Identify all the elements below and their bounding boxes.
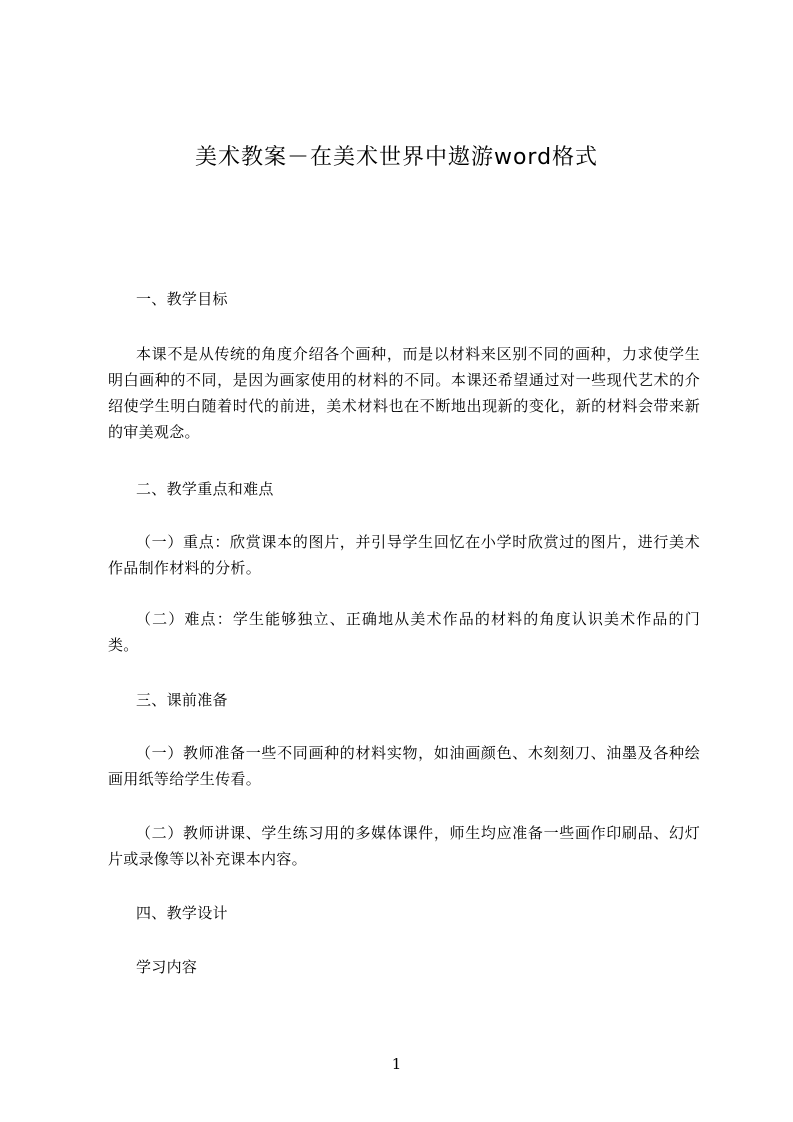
paragraph-keypoint-focus: （一）重点：欣赏课本的图片，并引导学生回忆在小学时欣赏过的图片，进行美术作品制作材料的分析。 (108, 533, 700, 577)
section-heading-design: 四、教学设计 (136, 904, 228, 922)
paragraph-preparation-2: （二）教师讲课、学生练习用的多媒体课件，师生均应准备一些画作印刷品、幻灯片或录像等以补充课本内容。 (108, 824, 700, 868)
section-heading-preparation: 三、课前准备 (136, 691, 228, 709)
paragraph-objectives: 本课不是从传统的角度介绍各个画种，而是以材料来区别不同的画种，力求使学生明白画种的不同，是因为画家使用的材料的不同。本课还希望通过对一些现代艺术的介绍使学生明白随着时代的前进，美术材料也在不断地出现新的变化，新的材料会带来新的审美观念。 (108, 345, 700, 441)
paragraph-preparation-1: （一）教师准备一些不同画种的材料实物，如油画颜色、木刻刻刀、油墨及各种绘画用纸等给学生传看。 (108, 744, 700, 788)
page-number: 1 (391, 1055, 402, 1073)
page-title: 美术教案－在美术世界中遨游word格式 (194, 145, 599, 170)
section-heading-objectives: 一、教学目标 (136, 290, 228, 308)
section-heading-keypoints: 二、教学重点和难点 (136, 480, 274, 498)
subsection-heading-learning-content: 学习内容 (136, 958, 198, 976)
paragraph-keypoint-difficulty: （二）难点：学生能够独立、正确地从美术作品的材料的角度认识美术作品的门类。 (108, 610, 700, 654)
